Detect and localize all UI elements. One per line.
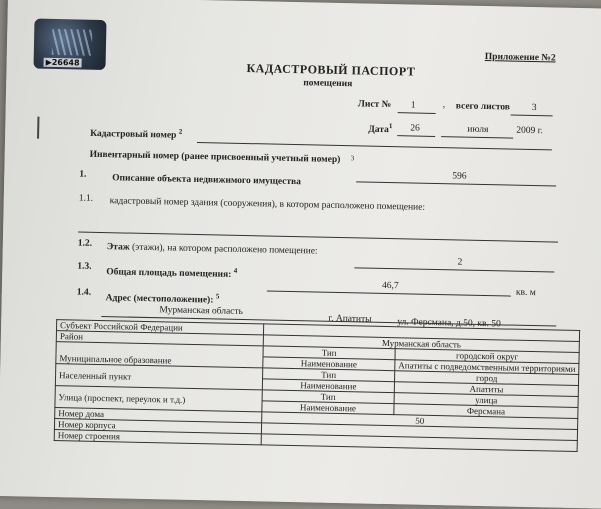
name-label: Наименование <box>263 357 395 371</box>
section-1-2-label: Этаж (этажи), на котором расположено помещение: <box>106 242 318 257</box>
street-type: улица <box>394 393 578 408</box>
settlement-label: Населенный пункт <box>55 364 262 390</box>
page-subtitle: помещения <box>303 78 353 90</box>
section-1-title: Описание объекта недвижимого имущества <box>112 173 302 188</box>
house-value: 50 <box>262 412 578 430</box>
structure-label: Номер строения <box>54 430 261 445</box>
total-sheets-value: 3 <box>531 102 537 114</box>
hologram-pattern <box>52 29 93 56</box>
cadastral-number-label: Кадастровый номер $^2$ <box>90 127 183 141</box>
document-page: ▶26648 Приложение №2 КАДАСТРОВЫЙ ПАСПОРТ помещения Лист № 1 , всего листов 3 Дата$^1$ 26 июля 2009 г. Кадастровый номер $^2$ Инвентарный номер (ранее присвоенный учетный номер) $^3$ 596 1. Описание объекта недвижимого имущества 1.1. кадастровый номер здания (сооружения), в котором расположено помещение: 1.2. Этаж (этажи), на котором расположено помещение: 2 1.3. Общая площадь помещения: $^4$ 46,7 кв. м 1.4. Адрес (местоположение): $^5$ Мурманская область г. Апатиты ул. Ферсмана, д.50, кв. 50 Субъект Российской Федерации Район Мурманская область Муниципальное образование Тип городской округ Наименование Апатиты с подведомственными территориями Населенный пункт Тип город Наименование Апатиты Улица (проспект, переулок и т.д.) Тип улица Наименование Ферсмана Номер дома 50 Номер корпуса Номер строения <box>0 0 601 509</box>
floor-value: 2 <box>457 257 463 268</box>
margin-mark <box>37 117 39 139</box>
name-label: Наименование <box>262 379 394 393</box>
section-1-1-label: кадастровый номер здания (сооружения), в котором расположено помещение: <box>109 196 426 213</box>
appendix-label: Приложение №2 <box>484 52 556 64</box>
district-value: Мурманская область <box>263 335 579 353</box>
area-unit: кв. м <box>515 287 536 299</box>
address-table <box>54 319 581 452</box>
sheet-value: 1 <box>410 100 416 111</box>
section-1-3-label: Общая площадь помещения: $^4$ <box>106 266 238 280</box>
street-name: Ферсмана <box>394 404 578 419</box>
date-label: Дата$^1$ <box>368 122 393 136</box>
section-1-4-number: 1.4. <box>76 287 92 298</box>
municipal-label: Муниципальное образование <box>56 342 263 368</box>
date-year: 2009 г. <box>516 125 543 137</box>
inventory-sup: 3 <box>350 154 355 163</box>
address-city: г. Апатиты <box>328 313 372 325</box>
page-title: КАДАСТРОВЫЙ ПАСПОРТ <box>246 61 416 79</box>
date-day: 26 <box>410 123 420 134</box>
sheet-label: Лист № <box>357 99 392 111</box>
type-label: Тип <box>263 368 395 382</box>
area-value: 46,7 <box>381 280 399 292</box>
section-1-3-number: 1.3. <box>77 261 92 272</box>
name-label: Наименование <box>262 401 394 415</box>
hologram-number: ▶26648 <box>45 57 80 68</box>
municipal-name: Апатиты с подведомственными территориями <box>395 360 579 375</box>
date-month: июля <box>467 124 489 136</box>
inventory-number-label: Инвентарный номер (ранее присвоенный учетный номер) <box>89 149 341 165</box>
address-street: ул. Ферсмана, д.50, кв. 50 <box>397 317 501 330</box>
section-1-2-number: 1.2. <box>77 238 93 249</box>
section-1-4-label: Адрес (местоположение): $^5$ <box>105 292 220 306</box>
type-label: Тип <box>262 390 394 404</box>
settlement-name: Апатиты <box>394 382 578 397</box>
building-label: Номер корпуса <box>54 419 261 434</box>
house-label: Номер дома <box>55 408 262 423</box>
district-label: Район <box>56 331 263 346</box>
section-1-number: 1. <box>79 169 87 180</box>
hologram-sticker <box>33 19 106 70</box>
section-1-1-number: 1.1. <box>78 193 94 204</box>
street-label: Улица (проспект, переулок и т.д.) <box>55 386 262 412</box>
subject-label: Субъект Российской Федерации <box>57 320 264 335</box>
inventory-value: 596 <box>452 171 467 182</box>
settlement-type: город <box>395 371 579 386</box>
municipal-type: городской округ <box>395 349 579 364</box>
type-label: Тип <box>263 346 395 360</box>
total-sheets-label: всего листов <box>455 101 511 113</box>
address-region: Мурманская область <box>159 305 244 317</box>
